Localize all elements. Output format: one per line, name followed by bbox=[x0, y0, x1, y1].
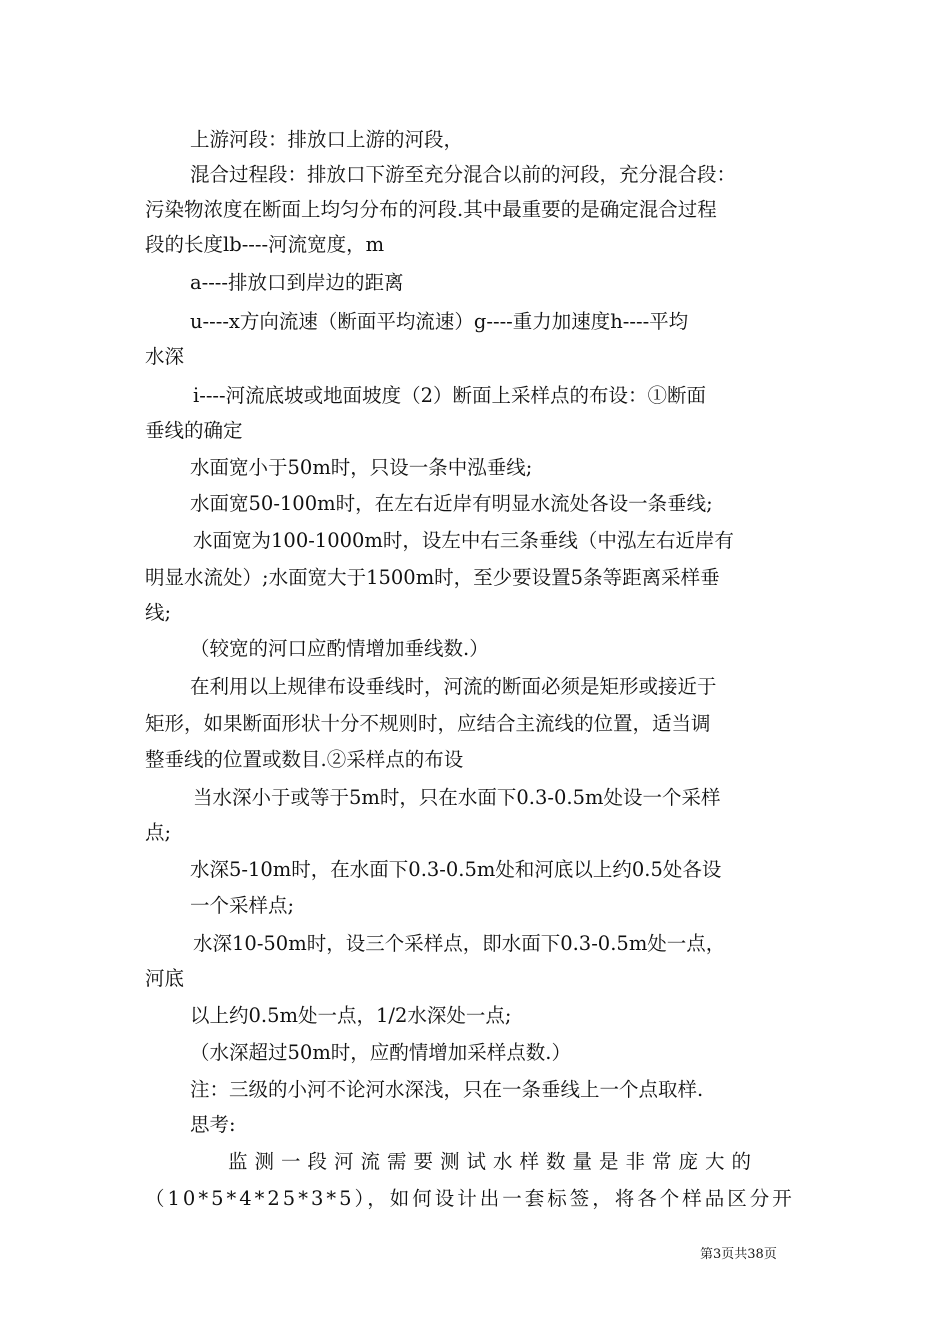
text-line: 水深 bbox=[145, 345, 185, 368]
text-line: （水深超过50m时，应酌情增加采样点数.） bbox=[190, 1041, 572, 1064]
text-line: 水深5-10m时，在水面下0.3-0.5m处和河底以上约0.5处各设 bbox=[190, 858, 722, 881]
text-line: 点; bbox=[145, 821, 172, 844]
text-line: 矩形，如果断面形状十分不规则时，应结合主流线的位置，适当调 bbox=[145, 712, 711, 735]
text-line: 上游河段：排放口上游的河段， bbox=[190, 128, 464, 151]
text-line: 当水深小于或等于5m时，只在水面下0.3-0.5m处设一个采样 bbox=[193, 786, 721, 809]
text-line: i----河流底坡或地面坡度（2）断面上采样点的布设：①断面 bbox=[193, 384, 706, 407]
text-line: 线; bbox=[145, 601, 172, 624]
text-line: 注：三级的小河不论河水深浅，只在一条垂线上一个点取样. bbox=[190, 1078, 704, 1101]
text-line: 混合过程段：排放口下游至充分混合以前的河段，充分混合段： bbox=[190, 163, 737, 186]
text-line: u----x方向流速（断面平均流速）g----重力加速度h----平均 bbox=[190, 310, 689, 333]
text-line: 一个采样点; bbox=[190, 894, 295, 917]
page-number: 第3页共38页 bbox=[700, 1247, 777, 1262]
text-line: 在利用以上规律布设垂线时，河流的断面必须是矩形或接近于 bbox=[190, 675, 717, 698]
text-line: 明显水流处）;水面宽大于1500m时，至少要设置5条等距离采样垂 bbox=[145, 566, 720, 589]
text-line: 思考: bbox=[190, 1113, 236, 1136]
text-line: 水面宽50-100m时，在左右近岸有明显水流处各设一条垂线; bbox=[190, 492, 713, 515]
text-line: 垂线的确定 bbox=[145, 419, 243, 442]
text-line: 整垂线的位置或数目.②采样点的布设 bbox=[145, 748, 464, 771]
text-line: a----排放口到岸边的距离 bbox=[190, 271, 404, 294]
text-line: 河底 bbox=[145, 967, 185, 990]
text-line: 水面宽为100-1000m时，设左中右三条垂线（中泓左右近岸有 bbox=[193, 529, 734, 552]
text-line: 以上约0.5m处一点，1/2水深处一点; bbox=[190, 1004, 512, 1027]
text-line: 污染物浓度在断面上均匀分布的河段.其中最重要的是确定混合过程 bbox=[145, 198, 717, 221]
text-line: 水深10-50m时，设三个采样点，即水面下0.3-0.5m处一点， bbox=[193, 932, 726, 955]
text-line: （较宽的河口应酌情增加垂线数.） bbox=[190, 637, 489, 660]
text-line: （10*5*4*25*3*5），如何设计出一套标签，将各个样品区分开 bbox=[145, 1187, 795, 1210]
text-line: 段的长度lb----河流宽度，m bbox=[145, 233, 385, 256]
text-line: 水面宽小于50m时，只设一条中泓垂线; bbox=[190, 456, 533, 479]
text-line: 监测一段河流需要测试水样数量是非常庞大的 bbox=[228, 1150, 759, 1173]
